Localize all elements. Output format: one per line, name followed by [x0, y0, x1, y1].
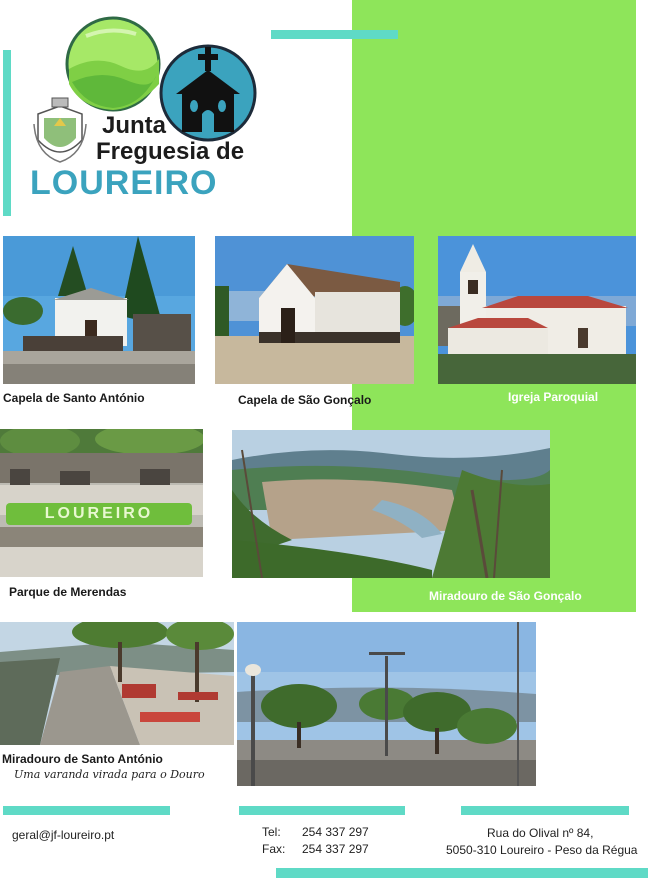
caption-capela-santo-antonio: Capela de Santo António	[3, 391, 145, 405]
caption-miradouro-sao-goncalo: Miradouro de São Gonçalo	[429, 589, 582, 603]
church-icon	[161, 46, 255, 140]
teal-accent-bar-bottom	[276, 868, 648, 878]
photo-miradouro-sao-goncalo	[232, 430, 550, 578]
caption-capela-sao-goncalo: Capela de São Gonçalo	[238, 393, 372, 407]
caption-parque-de-merendas: Parque de Merendas	[9, 585, 127, 599]
photo-capela-sao-goncalo	[215, 236, 414, 384]
coat-of-arms-icon	[34, 98, 86, 162]
photo-igreja-paroquial	[438, 236, 636, 384]
teal-accent-bar-footer-middle	[239, 806, 405, 815]
tel-number: 254 337 297	[302, 825, 369, 839]
address-line1: Rua do Olival nº 84,	[487, 826, 594, 840]
logo	[26, 14, 296, 224]
green-hills-icon	[67, 18, 159, 110]
park-sign-text: LOUREIRO	[44, 505, 154, 522]
tel-label: Tel:	[262, 825, 281, 839]
fax-label: Fax:	[262, 842, 286, 856]
subcaption-miradouro-santo-antonio: Uma varanda virada para o Douro	[14, 768, 205, 781]
teal-accent-bar-footer-left	[3, 806, 170, 815]
email-link[interactable]: geral@jf-loureiro.pt	[12, 828, 115, 842]
fax-number: 254 337 297	[302, 842, 369, 856]
address-line2: 5050-310 Loureiro - Peso da Régua	[446, 843, 638, 857]
teal-accent-bar-left	[3, 50, 11, 216]
logo-title-line2: Freguesia de	[96, 138, 245, 165]
logo-title-line1: Junta	[102, 112, 167, 139]
logo-title-line3: LOUREIRO	[30, 164, 218, 202]
photo-capela-santo-antonio	[3, 236, 195, 384]
caption-igreja-paroquial: Igreja Paroquial	[508, 390, 599, 404]
photo-parque-de-merendas	[0, 429, 203, 577]
teal-accent-bar-footer-right	[461, 806, 629, 815]
caption-miradouro-santo-antonio: Miradouro de Santo António	[2, 752, 163, 766]
photo-miradouro-santo-antonio	[0, 622, 234, 745]
photo-miradouro-lamp-post	[237, 622, 536, 786]
